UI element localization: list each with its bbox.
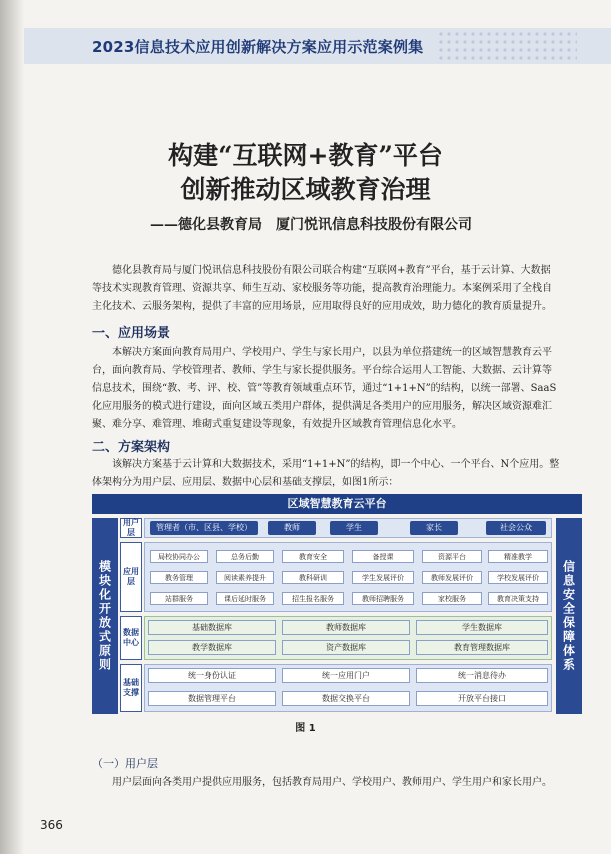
app-cell: 局校协同办公 bbox=[150, 550, 208, 563]
base-cell: 统一消息待办 bbox=[416, 668, 548, 683]
app-cell: 教师招聘服务 bbox=[352, 592, 414, 605]
base-layer-label: 基础支撑 bbox=[120, 664, 142, 712]
app-cell: 教师发展评价 bbox=[422, 571, 482, 584]
user-chip: 学生 bbox=[330, 521, 378, 535]
base-cell: 数据交换平台 bbox=[282, 691, 410, 706]
data-cell: 资产数据库 bbox=[282, 640, 410, 655]
section1-paragraph: 本解决方案面向教育局用户、学校用户、学生与家长用户，以县为单位搭建统一的区域智慧教育云平台，面向教育局、学校管理者、教师、学生与家长提供服务。平台综合运用人工智能、大数据、云计算等信息技术，围绕“教、考、评、校、管”等教育领域重点环节，通过“1+1+N”的结构，以统一部署、SaaS化应用服务的模式进行建设，面向区域五类用户群体，提供满足各类用户的应用服务，解决区域资源难汇聚、难分享、难管理、堆砌式重复建设等现象，有效提升区域教育管理信息化水平。 bbox=[92, 347, 557, 430]
app-cell: 教科研训 bbox=[282, 571, 344, 584]
data-cell: 教育管理数据库 bbox=[416, 640, 548, 655]
app-cell: 教务管理 bbox=[150, 571, 208, 584]
app-cell: 学生发展评价 bbox=[352, 571, 414, 584]
user-layer-label: 用户层 bbox=[120, 518, 142, 538]
data-cell: 教学数据库 bbox=[148, 640, 276, 655]
app-cell: 资源平台 bbox=[422, 550, 482, 563]
subsection-paragraph: 用户层面向各类用户提供应用服务，包括教育局用户、学校用户、教师用户、学生用户和家长用户。 bbox=[112, 777, 552, 788]
base-cell: 数据管理平台 bbox=[148, 691, 276, 706]
app-cell: 招生报名服务 bbox=[282, 592, 344, 605]
page-number: 366 bbox=[40, 818, 63, 832]
running-title: 2023信息技术应用创新解决方案应用示范案例集 bbox=[92, 38, 424, 56]
app-cell: 阅读素养提升 bbox=[216, 571, 274, 584]
user-chip: 社会公众 bbox=[486, 521, 546, 535]
diagram-layers bbox=[120, 518, 552, 714]
section2-paragraph: 该解决方案基于云计算和大数据技术，采用“1+1+N”的结构，即一个中心、一个平台、N个应用。整体架构分为用户层、应用层、数据中心层和基础支撑层，如图1所示： bbox=[92, 459, 560, 488]
left-principle-bar: 模块化开放式原则 bbox=[92, 518, 118, 714]
user-chip: 家长 bbox=[410, 521, 458, 535]
app-cell: 课后延时服务 bbox=[216, 592, 274, 605]
base-cell: 开放平台接口 bbox=[416, 691, 548, 706]
architecture-diagram bbox=[92, 494, 582, 716]
app-cell: 站群服务 bbox=[150, 592, 208, 605]
data-cell: 学生数据库 bbox=[416, 620, 548, 635]
section1-heading: 一、应用场景 bbox=[92, 326, 171, 341]
intro-paragraph: 德化县教育局与厦门悦讯信息科技股份有限公司联合构建“互联网+教育”平台，基于云计算、大数据等技术实现教育管理、资源共享、师生互动、家校服务等功能，提高教育治理能力。本案例采用了全栈自主化技术、云服务架构，提供了丰富的应用场景，应用取得良好的应用成效，助力德化的教育质量提升。 bbox=[92, 265, 552, 312]
data-cell: 教师数据库 bbox=[282, 620, 410, 635]
subsection-heading: （一）用户层 bbox=[92, 757, 158, 770]
data-layer-label: 数据中心 bbox=[120, 616, 142, 660]
article-title-line2: 创新推动区域教育治理 bbox=[180, 175, 431, 204]
data-cell: 基础数据库 bbox=[148, 620, 276, 635]
app-cell: 备授课 bbox=[352, 550, 414, 563]
app-cell: 家校服务 bbox=[422, 592, 482, 605]
app-cell: 精准教学 bbox=[488, 550, 548, 563]
base-cell: 统一身份认证 bbox=[148, 668, 276, 683]
user-chip: 管理者（市、区县、学校） bbox=[150, 521, 258, 535]
user-chip: 教师 bbox=[268, 521, 316, 535]
app-cell: 学校发展评价 bbox=[488, 571, 548, 584]
base-cell: 统一应用门户 bbox=[282, 668, 410, 683]
diagram-title: 区域智慧教育云平台 bbox=[92, 494, 582, 514]
app-layer-label: 应用层 bbox=[120, 542, 142, 612]
app-cell: 教育安全 bbox=[282, 550, 344, 563]
figure-caption: 图 1 bbox=[295, 723, 316, 734]
article-title-line1: 构建“互联网+教育”平台 bbox=[168, 141, 443, 170]
app-cell: 教育决策支持 bbox=[488, 592, 548, 605]
right-security-bar: 信息安全保障体系 bbox=[556, 518, 582, 714]
header-dot-pattern bbox=[437, 30, 577, 60]
app-cell: 总务后勤 bbox=[216, 550, 274, 563]
byline: ——德化县教育局 厦门悦讯信息科技股份有限公司 bbox=[150, 217, 472, 233]
section2-heading: 二、方案架构 bbox=[92, 440, 171, 455]
